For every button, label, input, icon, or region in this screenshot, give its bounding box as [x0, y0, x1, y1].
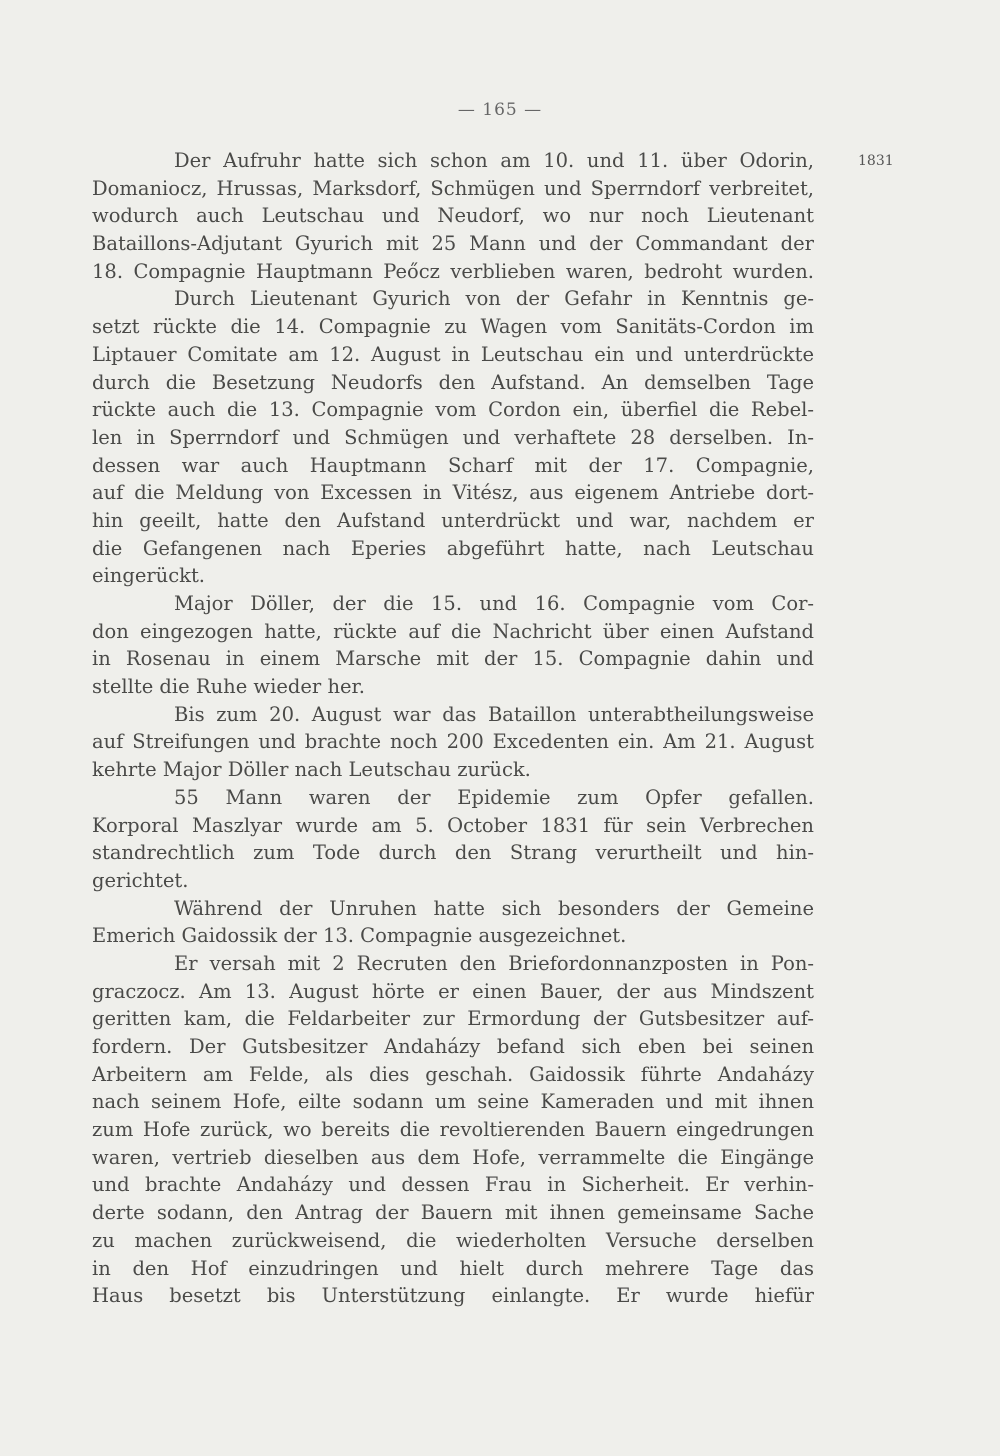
text-line: Liptauer Comitate am 12. August in Leutschau ein und unterdrückte — [92, 342, 814, 366]
text-line: 55 Mann waren der Epidemie zum Opfer gefallen. — [174, 785, 814, 809]
text-line: in Rosenau in einem Marsche mit der 15. Compagnie dahin und — [92, 647, 814, 671]
body-text — [92, 147, 814, 1310]
text-line: gerichtet. — [92, 868, 189, 892]
text-line: Er versah mit 2 Recruten den Briefordonnanzposten in Pon- — [174, 951, 814, 975]
text-line: derte sodann, den Antrag der Bauern mit ihnen gemeinsame Sache — [92, 1201, 814, 1225]
text-line: kehrte Major Döller nach Leutschau zurück. — [92, 758, 531, 782]
text-line: Bis zum 20. August war das Bataillon unterabtheilungsweise — [174, 702, 814, 726]
text-line: waren, vertrieb dieselben aus dem Hofe, verrammelte die Eingänge — [92, 1145, 814, 1169]
text-line: don eingezogen hatte, rückte auf die Nachricht über einen Aufstand — [92, 619, 814, 643]
text-line: nach seinem Hofe, eilte sodann um seine Kameraden und mit ihnen — [92, 1090, 814, 1114]
text-line: wodurch auch Leutschau und Neudorf, wo nur noch Lieutenant — [92, 204, 814, 228]
text-line: len in Sperrndorf und Schmügen und verhaftete 28 derselben. In- — [92, 425, 814, 449]
text-line: standrechtlich zum Tode durch den Strang verurtheilt und hin- — [92, 841, 814, 865]
text-line: Haus besetzt bis Unterstützung einlangte. Er wurde hiefür — [92, 1284, 814, 1308]
text-line: durch die Besetzung Neudorfs den Aufstand. An demselben Tage — [92, 370, 814, 394]
margin-year-note: 1831 — [858, 153, 894, 169]
text-line: stellte die Ruhe wieder her. — [92, 675, 365, 699]
text-line: und brachte Andaházy und dessen Frau in Sicherheit. Er verhin- — [92, 1173, 814, 1197]
text-line: Bataillons-Adjutant Gyurich mit 25 Mann und der Commandant der — [92, 232, 814, 256]
text-line: auf Streifungen und brachte noch 200 Excedenten ein. Am 21. August — [92, 730, 814, 754]
text-line: fordern. Der Gutsbesitzer Andaházy befand sich eben bei seinen — [92, 1035, 814, 1058]
text-line: Korporal Maszlyar wurde am 5. October 1831 für sein Verbrechen — [92, 813, 814, 837]
text-line: graczocz. Am 13. August hörte er einen Bauer, der aus Mindszent — [92, 979, 814, 1003]
text-line: zum Hofe zurück, wo bereits die revoltierenden Bauern eingedrungen — [92, 1118, 814, 1142]
text-line: 18. Compagnie Hauptmann Peőcz verblieben waren, bedroht wurden. — [92, 259, 814, 283]
text-line: Der Aufruhr hatte sich schon am 10. und 11. über Odorin, — [174, 149, 814, 172]
text-line: dessen war auch Hauptmann Scharf mit der 17. Compagnie, — [92, 453, 814, 477]
text-line: Major Döller, der die 15. und 16. Compagnie vom Cor- — [174, 592, 814, 615]
text-line: Arbeitern am Felde, als dies geschah. Gaidossik führte Andaházy — [92, 1062, 814, 1086]
text-line: geritten kam, die Feldarbeiter zur Ermordung der Gutsbesitzer auf- — [92, 1007, 814, 1031]
text-line: Emerich Gaidossik der 13. Compagnie ausgezeichnet. — [92, 924, 627, 948]
text-line: in den Hof einzudringen und hielt durch mehrere Tage das — [92, 1256, 814, 1280]
page-number: — 165 — — [457, 100, 543, 120]
text-line: Während der Unruhen hatte sich besonders der Gemeine — [174, 896, 814, 920]
text-line: auf die Meldung von Excessen in Vitész, aus eigenem Antriebe dort- — [92, 481, 814, 505]
text-line: setzt rückte die 14. Compagnie zu Wagen vom Sanitäts-Cordon im — [92, 315, 814, 339]
text-line: zu machen zurückweisend, die wiederholten Versuche derselben — [92, 1228, 814, 1252]
text-line: hin geeilt, hatte den Aufstand unterdrückt und war, nachdem er — [92, 508, 814, 532]
text-line: eingerückt. — [92, 564, 206, 588]
text-line: Domaniocz, Hrussas, Marksdorf, Schmügen und Sperrndorf verbreitet, — [92, 176, 814, 200]
text-line: die Gefangenen nach Eperies abgeführt hatte, nach Leutschau — [92, 536, 814, 560]
text-line: Durch Lieutenant Gyurich von der Gefahr in Kenntnis ge- — [174, 287, 814, 311]
text-line: rückte auch die 13. Compagnie vom Cordon ein, überfiel die Rebel- — [92, 398, 814, 422]
